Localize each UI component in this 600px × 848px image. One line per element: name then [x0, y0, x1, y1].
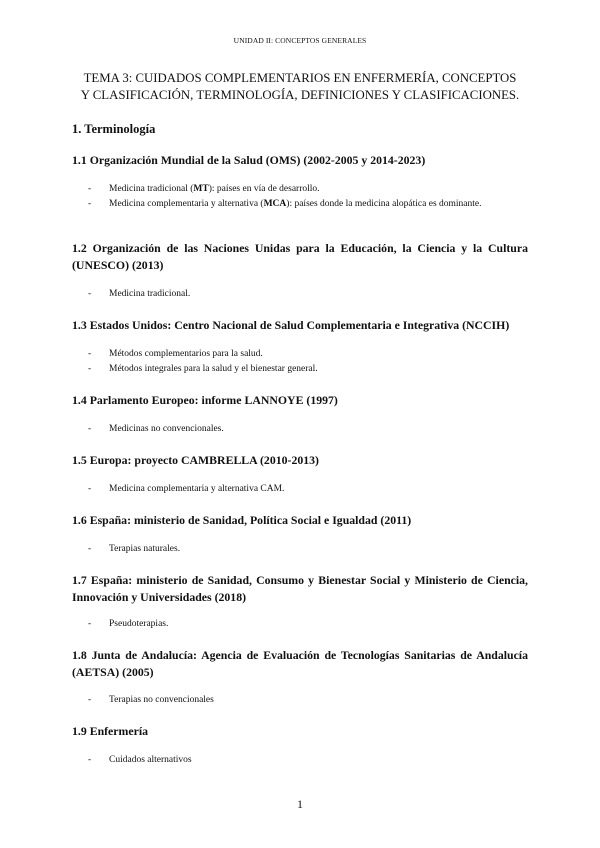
list-item-text: Terapias naturales. [109, 544, 181, 554]
subsection-heading-1-5: 1.5 Europa: proyecto CAMBRELLA (2010-2013) [72, 453, 319, 467]
list-item [88, 617, 528, 632]
subsection-list-1-9 [88, 753, 528, 768]
bullet-dash: - [88, 289, 92, 299]
list-item-text: Pseudoterapias. [109, 619, 169, 629]
list-item-text: ): países donde la medicina alopática es dominante. [286, 198, 482, 209]
subsection-heading-1-6: 1.6 España: ministerio de Sanidad, Política Social e Igualdad (2011) [72, 513, 412, 527]
bullet-dash: - [88, 619, 92, 629]
list-item-text: Medicina tradicional. [109, 289, 191, 299]
list-item [88, 197, 528, 212]
bullet-dash: - [88, 695, 92, 705]
list-item [88, 287, 528, 302]
title-line-1: TEMA 3: CUIDADOS COMPLEMENTARIOS EN ENFERMERÍA, CONCEPTOS [83, 71, 517, 85]
list-item-text: Métodos integrales para la salud y el bienestar general. [109, 363, 318, 374]
title-line-2: Y CLASIFICACIÓN, TERMINOLOGÍA, DEFINICIONES Y CLASIFICACIONES. [80, 88, 520, 102]
list-item [88, 753, 528, 768]
subsection-heading-1-8: 1.8 Junta de Andalucía: Agencia de Evaluación de Tecnologías Sanitarias de Andalucía (AETSA) (2005) [72, 648, 528, 679]
list-item-text: Medicina complementaria y alternativa CAM. [109, 484, 285, 494]
list-item [88, 693, 528, 708]
subsection-heading-1-9: 1.9 Enfermería [72, 724, 149, 738]
bullet-dash: - [88, 755, 92, 765]
abbreviation: MT [193, 184, 209, 194]
bullet-dash: - [88, 198, 92, 209]
section-heading-terminologia: 1. Terminología [72, 122, 156, 136]
subsection-heading-1-4: 1.4 Parlamento Europeo: informe LANNOYE (1997) [72, 393, 338, 407]
bullet-dash: - [88, 544, 92, 554]
subsection-list-1-8 [88, 693, 528, 708]
subsection-list-1-1 [88, 182, 528, 211]
list-item-text: Medicina complementaria y alternativa ( [109, 198, 264, 209]
subsection-heading-1-3: 1.3 Estados Unidos: Centro Nacional de Salud Complementaria e Integrativa (NCCIH) [72, 318, 510, 332]
bullet-dash: - [88, 484, 92, 494]
subsection-list-1-2 [88, 287, 528, 302]
bullet-dash: - [88, 363, 92, 374]
abbreviation: MCA [263, 198, 287, 209]
list-item-text: Cuidados alternativos [109, 755, 192, 765]
list-item [88, 422, 528, 437]
list-item-text: Medicinas no convencionales. [109, 424, 224, 434]
document-title [72, 70, 528, 104]
list-item-text: Medicina tradicional ( [109, 184, 194, 194]
subsection-list-1-7 [88, 617, 528, 632]
list-item-text: Terapias no convencionales [109, 695, 214, 705]
list-item [88, 347, 528, 362]
subsection-list-1-6 [88, 542, 528, 557]
list-item-text: ): países en vía de desarrollo. [208, 184, 320, 194]
subsection-list-1-5 [88, 482, 528, 497]
subsection-heading-1-1: 1.1 Organización Mundial de la Salud (OMS) (2002-2005 y 2014-2023) [72, 153, 426, 167]
list-item [88, 182, 528, 197]
list-item-text: Métodos complementarios para la salud. [109, 349, 263, 359]
subsection-heading-1-2: 1.2 Organización de las Naciones Unidas para la Educación, la Ciencia y la Cultura (UNESCO) (2013) [72, 241, 528, 272]
list-item [88, 482, 528, 497]
bullet-dash: - [88, 349, 92, 359]
running-header: UNIDAD II: CONCEPTOS GENERALES [233, 36, 367, 45]
subsection-list-1-4 [88, 422, 528, 437]
subsection-heading-1-7: 1.7 España: ministerio de Sanidad, Consumo y Bienestar Social y Ministerio de Ciencia, Innovación y Universidades (2018) [72, 573, 528, 604]
subsection-list-1-3 [88, 347, 528, 376]
list-item [88, 542, 528, 557]
bullet-dash: - [88, 184, 92, 194]
page-number: 1 [297, 797, 303, 811]
list-item [88, 362, 528, 377]
bullet-dash: - [88, 424, 92, 434]
